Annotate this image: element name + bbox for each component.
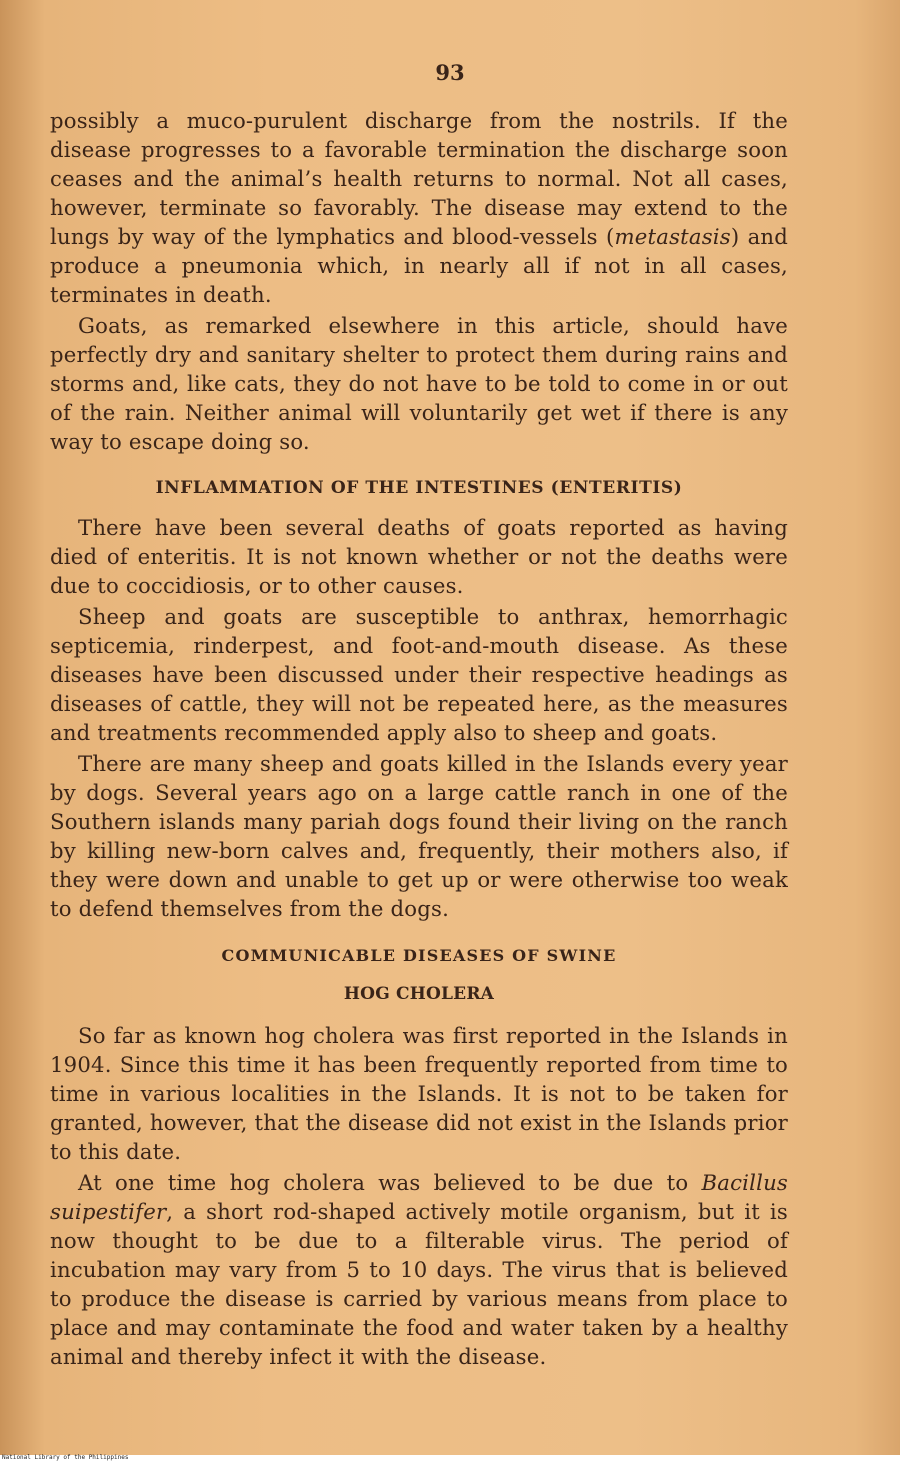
paragraph-discharge: possibly a muco-purulent discharge from the nostrils. If the disease progresses to a favorable termination the discharge soon ceases and the animal’s health returns to normal. Not all cases, however, terminate so favorably. The disease may extend to the lungs by way of the lymphatics and blood-vessels (metastasis) and produce a pneumonia which, in nearly all if not in all cases, terminates in death. [50, 108, 789, 307]
body-text [50, 106, 788, 1371]
paragraph-susceptible-diseases: Sheep and goats are susceptible to anthrax, hemorrhagic septicemia, rinderpest, and foot-and-mouth disease. As these diseases have been discussed under their respective headings as diseases of cattle, they will not be repeated here, as the measures and treatments recommended apply also to sheep and goats. [50, 604, 788, 745]
heading-hog-cholera: HOG CHOLERA [343, 984, 495, 1004]
page-number: 93 [435, 60, 465, 85]
paragraph-hog-cholera-history: So far as known hog cholera was first reported in the Islands in 1904. Since this time it has been frequently reported from time to time in various localities in the Islands. It is not to be taken for granted, however, that the disease did not exist in the Islands prior to this date. [50, 1023, 788, 1164]
paragraph-dogs: There are many sheep and goats killed in the Islands every year by dogs. Several years ago on a large cattle ranch in one of the Southern islands many pariah dogs found their living on the ranch by killing new-born calves and, frequently, their mothers also, if they were down and unable to get up or were otherwise too weak to defend themselves from the dogs. [50, 751, 788, 921]
italic-term: metastasis [614, 224, 731, 249]
library-credit: National Library of the Philippines [2, 1454, 129, 1461]
heading-swine-diseases: COMMUNICABLE DISEASES OF SWINE [221, 946, 617, 965]
italic-term: Bacillus suipestifer [50, 1170, 788, 1224]
paragraph-enteritis-deaths: There have been several deaths of goats reported as having died of enteritis. It is not known whether or not the deaths were due to coccidiosis, or to other causes. [50, 515, 788, 598]
paragraph-goat-shelter: Goats, as remarked elsewhere in this article, should have perfectly dry and sanitary shelter to protect them during rains and storms and, like cats, they do not have to be told to come in or out of the rain. Neither animal will voluntarily get wet if there is any way to escape doing so. [50, 313, 788, 454]
heading-enteritis: INFLAMMATION OF THE INTESTINES (ENTERITIS) [155, 478, 683, 498]
paragraph-hog-cholera-cause: At one time hog cholera was believed to be due to Bacillus suipestifer, a short rod-shaped actively motile organism, but it is now thought to be due to a filterable virus. The period of incubation may vary from 5 to 10 days. The virus that is believed to produce the disease is carried by various means from place to place and may contaminate the food and water taken by a healthy animal and thereby infect it with the disease. [50, 1170, 788, 1369]
footer-strip [0, 1455, 900, 1463]
